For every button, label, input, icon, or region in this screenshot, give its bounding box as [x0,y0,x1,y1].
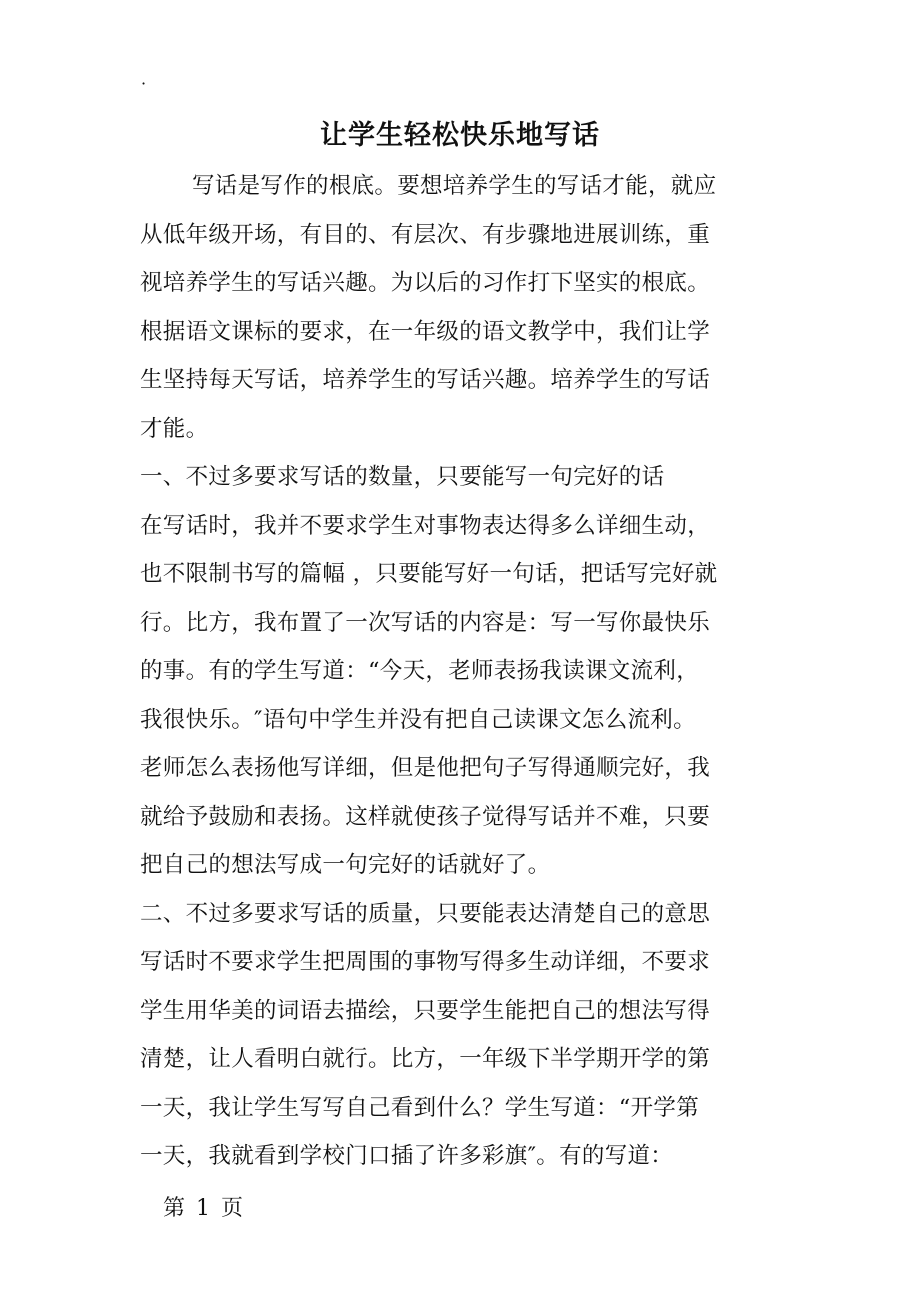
text-line: 从低年级开场，有目的、有层次、有步骤地进展训练，重 [140,221,711,248]
text-line: 一天，我让学生写写自己看到什么？学生写道：“开学第 [140,1094,700,1121]
section-heading: 二、不过多要求写话的质量，只要能表达清楚自己的意思 [140,900,711,927]
text-line: 把自己的想法写成一句完好的话就好了。 [140,852,551,878]
text-line: 写话时不要求学生把周围的事物写得多生动详细，不要求 [140,949,711,975]
text-line: 清楚，让人看明白就行。比方，一年级下半学期开学的第 [140,1046,711,1072]
text-line: 我很快乐。″语句中学生并没有把自己读课文怎么流利。 [140,706,696,733]
page-marker: · [141,74,147,93]
page-number: 第 1 页 [163,1196,245,1221]
text-line: 一天，我就看到学校门口插了许多彩旗″。有的写道： [140,1143,674,1169]
text-line: 老师怎么表扬他写详细，但是他把句子写得通顺完好，我 [140,755,711,781]
text-line: 才能。 [140,415,209,442]
document-title: 让学生轻松快乐地写话 [320,120,600,151]
text-line: 也不限制书写的篇幅 ，只要能写好一句话，把话写完好就 [140,561,718,587]
document-body [140,162,780,1181]
text-line: 的事。有的学生写道：“今天，老师表扬我读课文流利， [140,658,700,684]
text-line: 就给予鼓励和表扬。这样就使孩子觉得写话并不难，只要 [140,803,711,830]
text-line: 行。比方，我布置了一次写话的内容是：写一写你最快乐 [140,609,711,636]
text-line: 根据语文课标的要求，在一年级的语文教学中，我们让学 [140,318,711,345]
section-heading: 一、不过多要求写话的数量，只要能写一句完好的话 [140,464,665,490]
text-line: 生坚持每天写话，培养学生的写话兴趣。培养学生的写话 [140,367,711,393]
text-line: 写话是写作的根底。要想培养学生的写话才能，就应 [192,173,717,199]
text-line: 视培养学生的写话兴趣。为以后的习作打下坚实的根底。 [140,270,711,296]
text-line: 学生用华美的词语去描绘，只要学生能把自己的想法写得 [140,997,711,1024]
text-line: 在写话时，我并不要求学生对事物表达得多么详细生动， [140,512,711,539]
